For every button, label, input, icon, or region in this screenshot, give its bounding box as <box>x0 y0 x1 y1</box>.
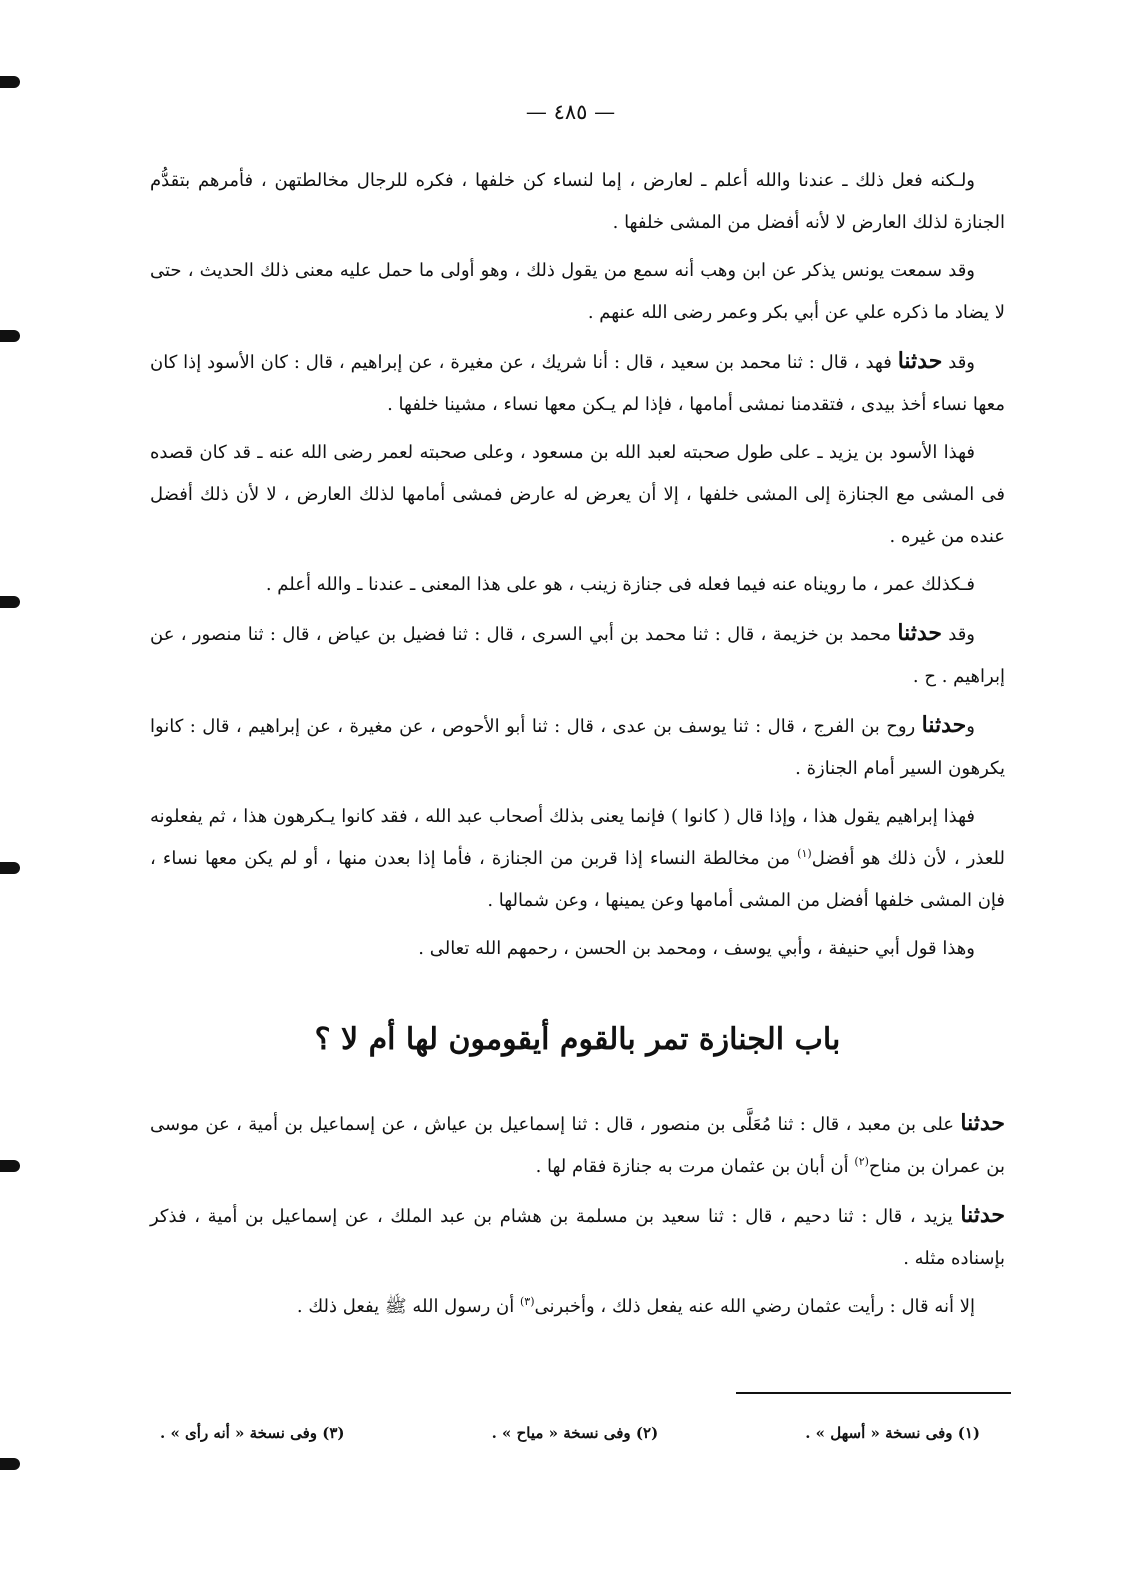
paragraph-text: محمد بن خزيمة ، قال : ثنا محمد بن أبي السرى ، قال : ثنا فضيل بن عياض ، قال : ثنا منصور ، عن إبراهيم . ح . <box>150 624 1005 687</box>
scan-edge-mark <box>0 862 20 874</box>
paragraph-text: فهد ، قال : ثنا محمد بن سعيد ، قال : أنا شريك ، عن مغيرة ، عن إبراهيم ، قال : كان الأسود إذا كان معها نساء أخذ بيدى ، فتقدمنا نمشى أمامها ، فإذا لم يـكن معها نساء ، مشينا خلفها . <box>150 352 1005 415</box>
paragraph-text: فـكذلك عمر ، ما رويناه عنه فيما فعله فى جنازة زينب ، هو على هذا المعنى ـ عندنا ـ والله أعلم . <box>265 574 975 595</box>
paragraph <box>150 1102 1005 1188</box>
paragraph-text: يزيد ، قال : ثنا دحيم ، قال : ثنا سعيد بن مسلمة بن هشام بن عبد الملك ، عن إسماعيل بن أمية ، فذكر بإسناده مثله . <box>150 1206 1005 1269</box>
page-number: — ٤٨٥ — <box>525 100 616 124</box>
paragraphs-after-heading <box>150 1102 1005 1328</box>
hadith-keyword: حدثنا <box>897 348 943 374</box>
scan-edge-mark <box>0 1458 20 1470</box>
footnote-divider <box>736 1392 1011 1394</box>
paragraph-text: أن أبان بن عثمان مرت به جنازة فقام لها . <box>535 1156 855 1177</box>
paragraph-text: من مخالطة النساء إذا قربن من الجنازة ، فأما إذا بعدن منها ، أو لم يكن معها نساء ، فإن المشى خلفها أفضل من المشى أمامها وعن يمينها ، وعن شمالها . <box>150 848 1005 911</box>
paragraph <box>150 340 1005 426</box>
paragraph <box>150 928 1005 970</box>
hadith-keyword: حدثنا <box>960 1110 1005 1136</box>
paragraph-text: وهذا قول أبي حنيفة ، وأبي يوسف ، ومحمد بن الحسن ، رحمهم الله تعالى . <box>418 938 975 959</box>
paragraph <box>150 704 1005 790</box>
chapter-heading: باب الجنازة تمر بالقوم أيقومون لها أم لا ؟ <box>314 1022 841 1057</box>
paragraph-text: وقد <box>942 352 975 373</box>
paragraph <box>150 160 1005 244</box>
scan-edge-mark <box>0 596 20 608</box>
paragraph-text: إلا أنه قال : رأيت عثمان رضي الله عنه يفعل ذلك ، وأخبرنى <box>534 1296 975 1317</box>
footnote-ref: (٢) <box>854 1155 869 1168</box>
footnote-ref: (١) <box>797 847 812 860</box>
scan-edge-mark <box>0 1160 20 1172</box>
paragraph-text: فهذا الأسود بن يزيد ـ على طول صحبته لعبد الله بن مسعود ، وعلى صحبته لعمر رضى الله عنه ـ قد كان قصده فى المشى مع الجنازة إلى المشى خلفها ، إلا أن يعرض له عارض فمشى أمامها لذلك العارض ، لا لأن ذلك أفضل عنده من غيره . <box>150 442 1005 547</box>
paragraph-text: على بن معبد ، قال : ثنا مُعَلَّى بن منصور ، قال : ثنا إسماعيل بن عياش ، عن إسماعيل بن أمية ، عن موسى بن عمران بن مناح <box>150 1114 1005 1177</box>
paragraph-text: وقد سمعت يونس يذكر عن ابن وهب أنه سمع من يقول ذلك ، وهو أولى ما حمل عليه معنى ذلك الحديث ، حتى لا يضاد ما ذكره علي عن أبي بكر وعمر رضى الله عنهم . <box>150 260 1005 323</box>
paragraph-text: ولـكنه فعل ذلك ـ عندنا والله أعلم ـ لعارض ، إما لنساء كن خلفها ، فكره للرجال مخالطتهن ، فأمرهم بتقدُّم الجنازة لذلك العارض لا لأنه أفضل من المشى خلفها . <box>150 170 1005 233</box>
paragraph-text: روح بن الفرج ، قال : ثنا يوسف بن عدى ، قال : ثنا أبو الأحوص ، عن مغيرة ، عن إبراهيم ، قال : كانوا يكرهون السير أمام الجنازة . <box>150 716 1005 779</box>
scan-edge-mark <box>0 330 20 342</box>
paragraph-text: و <box>966 716 975 737</box>
paragraph <box>150 432 1005 558</box>
paragraph <box>150 612 1005 698</box>
paragraph <box>150 250 1005 334</box>
hadith-keyword: حدثنا <box>897 620 942 646</box>
scan-edge-mark <box>0 76 20 88</box>
footnote-ref: (٣) <box>520 1295 535 1308</box>
paragraph-text: وقد <box>941 624 975 645</box>
paragraph-text: فهذا إبراهيم يقول هذا ، وإذا قال ( كانوا ) فإنما يعنى بذلك أصحاب عبد الله ، فقد كانوا يـكرهون هذا ، ثم يفعلونه للعذر ، لأن ذلك هو أفضل <box>150 806 1006 869</box>
paragraphs-before-heading <box>150 160 1005 970</box>
hadith-keyword: حدثنا <box>921 712 967 738</box>
footnote-3: (٣) وفى نسخة « أنه رأى » . <box>160 1424 345 1442</box>
body-text <box>150 160 1005 1334</box>
paragraph <box>150 1194 1005 1280</box>
paragraph <box>150 564 1005 606</box>
hadith-keyword: حدثنا <box>960 1202 1005 1228</box>
paragraph-text: أن رسول الله ﷺ يفعل ذلك . <box>296 1296 520 1317</box>
footnote-2: (٢) وفى نسخة « مياح » . <box>491 1424 659 1442</box>
paragraph <box>150 796 1005 922</box>
paragraph <box>150 1286 1005 1328</box>
footnote-1: (١) وفى نسخة « أسهل » . <box>805 1424 980 1442</box>
footnotes <box>160 1424 980 1442</box>
